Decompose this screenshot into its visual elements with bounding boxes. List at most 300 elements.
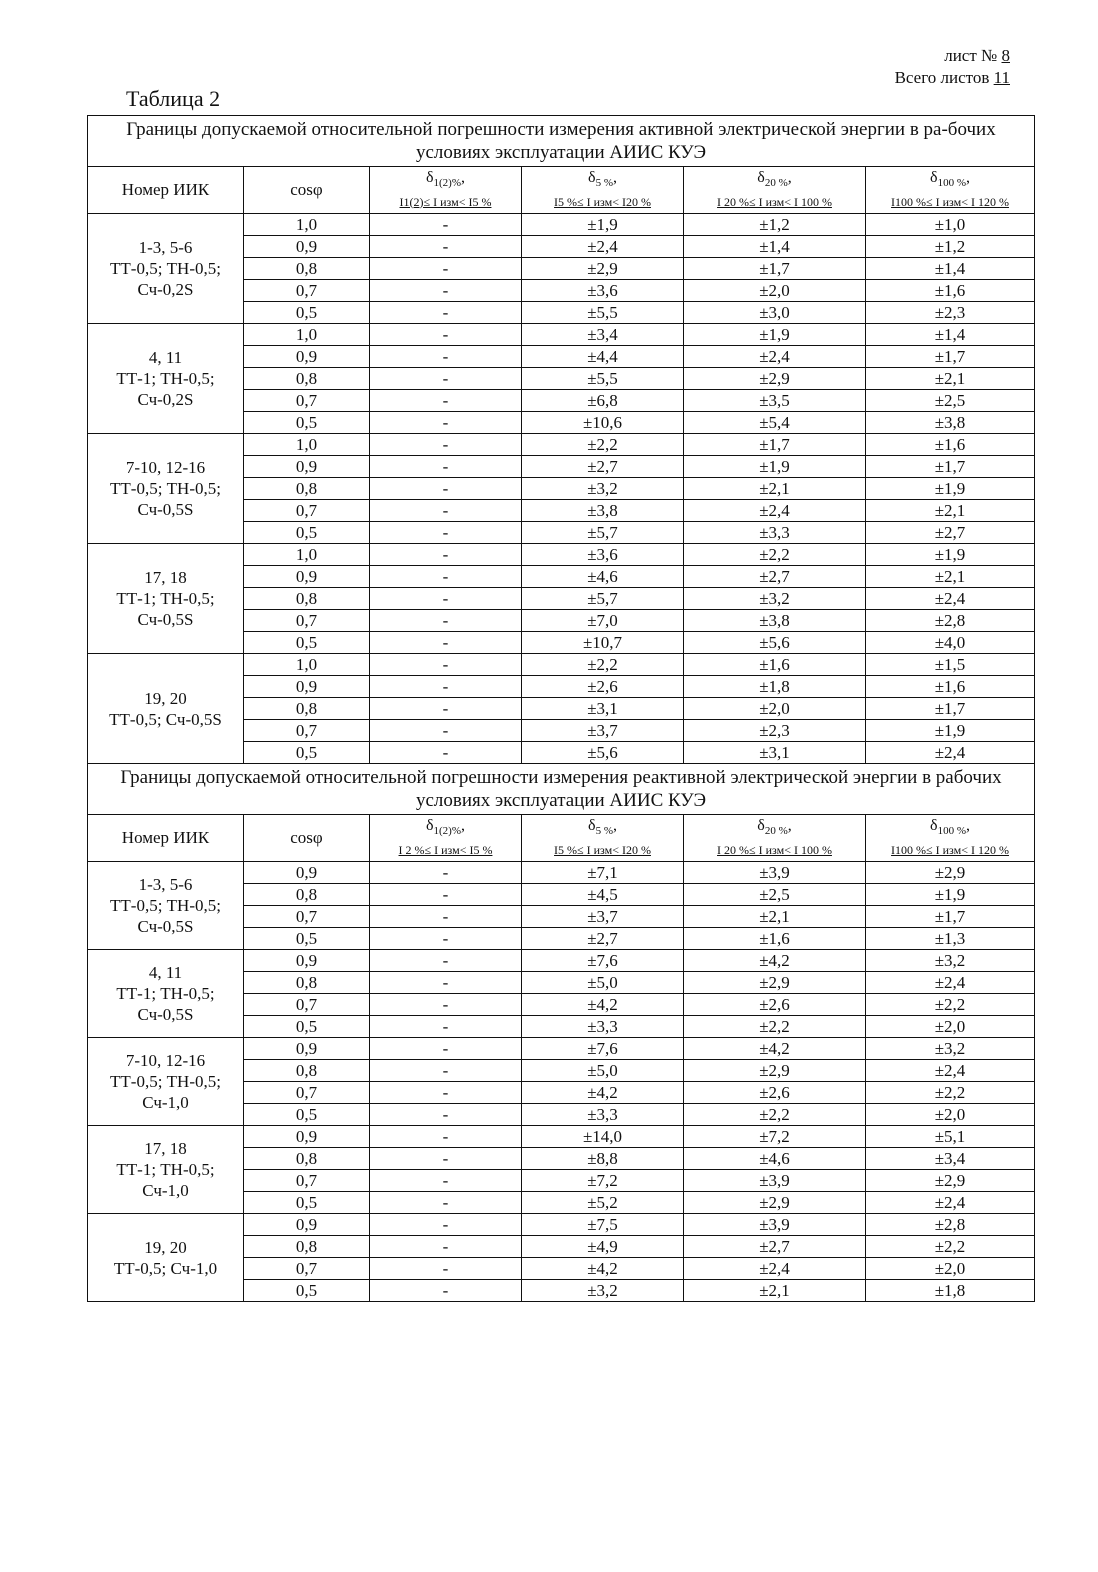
cos-phi-cell: 0,9 [244, 346, 370, 368]
delta-20-cell: ±2,1 [684, 478, 866, 500]
cos-phi-cell: 0,8 [244, 698, 370, 720]
delta-1-2-cell: - [370, 1104, 522, 1126]
table-row [88, 1214, 1035, 1236]
header-range: I100 %≤ I изм< I 120 % [891, 194, 1009, 209]
delta-100-cell: ±1,6 [866, 676, 1035, 698]
delta-1-2-cell: - [370, 632, 522, 654]
delta-100-cell: ±2,4 [866, 1060, 1035, 1082]
iik-line: 19, 20 [144, 1237, 187, 1257]
delta-5-cell: ±4,9 [522, 1236, 684, 1258]
delta-1-2-cell: - [370, 1258, 522, 1280]
column-header [370, 167, 522, 214]
delta-100-cell: ±1,6 [866, 280, 1035, 302]
delta-1-2-cell: - [370, 500, 522, 522]
delta-100-cell: ±2,0 [866, 1258, 1035, 1280]
delta-100-cell: ±1,7 [866, 698, 1035, 720]
delta-20-cell: ±3,1 [684, 742, 866, 764]
delta-5-cell: ±10,7 [522, 632, 684, 654]
iik-line: ТТ-0,5; Сч-1,0 [113, 1258, 218, 1278]
delta-100-cell: ±2,2 [866, 1082, 1035, 1104]
header-delta: $\delta_{20 \%}$, [757, 817, 792, 838]
cos-phi-cell: 0,5 [244, 1016, 370, 1038]
table-caption: Таблица 2 [126, 86, 221, 111]
delta-20-cell: ±4,6 [684, 1148, 866, 1170]
iik-line: 7-10, 12-16 [125, 1051, 206, 1070]
cos-phi-cell: 0,5 [244, 632, 370, 654]
cos-phi-cell: 0,7 [244, 390, 370, 412]
delta-20-cell: ±2,2 [684, 1104, 866, 1126]
section-title-row [88, 116, 1035, 167]
iik-line: Сч-0,5S [137, 610, 194, 629]
delta-5-cell: ±3,3 [522, 1016, 684, 1038]
delta-5-cell: ±4,2 [522, 1258, 684, 1280]
delta-5-cell: ±2,7 [522, 456, 684, 478]
delta-20-cell: ±2,9 [684, 368, 866, 390]
table-row [88, 1126, 1035, 1148]
delta-5-cell: ±5,2 [522, 1192, 684, 1214]
delta-5-cell: ±4,5 [522, 884, 684, 906]
delta-20-cell: ±2,4 [684, 1258, 866, 1280]
column-header: cosφ [244, 815, 370, 862]
delta-20-cell: ±2,1 [684, 1280, 866, 1302]
delta-20-cell: ±1,7 [684, 258, 866, 280]
delta-1-2-cell: - [370, 1038, 522, 1060]
delta-5-cell: ±14,0 [522, 1126, 684, 1148]
delta-20-cell: ±2,2 [684, 1016, 866, 1038]
delta-5-cell: ±4,6 [522, 566, 684, 588]
delta-1-2-cell: - [370, 236, 522, 258]
cos-phi-cell: 0,8 [244, 884, 370, 906]
cos-phi-cell: 1,0 [244, 654, 370, 676]
delta-5-cell: ±3,6 [522, 544, 684, 566]
delta-1-2-cell: - [370, 654, 522, 676]
column-header [866, 167, 1035, 214]
cos-phi-cell: 0,7 [244, 906, 370, 928]
delta-1-2-cell: - [370, 346, 522, 368]
column-header: Номер ИИК [88, 815, 244, 862]
cos-phi-cell: 0,9 [244, 566, 370, 588]
delta-5-cell: ±3,6 [522, 280, 684, 302]
delta-100-cell: ±1,4 [866, 258, 1035, 280]
delta-5-cell: ±2,4 [522, 236, 684, 258]
column-header: cosφ [244, 167, 370, 214]
cos-phi-cell: 0,5 [244, 1104, 370, 1126]
column-header-row [88, 167, 1035, 214]
delta-20-cell: ±2,1 [684, 906, 866, 928]
delta-5-cell: ±5,5 [522, 302, 684, 324]
header-delta: $\delta_{100 \%}$, [930, 169, 970, 190]
delta-1-2-cell: - [370, 434, 522, 456]
delta-100-cell: ±2,8 [866, 1214, 1035, 1236]
iik-line: 19, 20 [144, 688, 187, 708]
delta-1-2-cell: - [370, 280, 522, 302]
delta-5-cell: ±2,7 [522, 928, 684, 950]
delta-20-cell: ±1,6 [684, 654, 866, 676]
delta-20-cell: ±2,3 [684, 720, 866, 742]
cos-phi-cell: 0,5 [244, 1192, 370, 1214]
delta-5-cell: ±7,2 [522, 1170, 684, 1192]
delta-1-2-cell: - [370, 566, 522, 588]
iik-line: Сч-1,0 [142, 1093, 189, 1112]
sheet-total-label: Всего листов [894, 68, 990, 87]
delta-100-cell: ±2,9 [866, 862, 1035, 884]
delta-20-cell: ±3,2 [684, 588, 866, 610]
delta-100-cell: ±2,3 [866, 302, 1035, 324]
delta-100-cell: ±1,7 [866, 346, 1035, 368]
iik-line: Сч-0,5S [137, 917, 194, 936]
delta-20-cell: ±2,0 [684, 280, 866, 302]
iik-cell [88, 324, 244, 434]
iik-cell [88, 214, 244, 324]
delta-5-cell: ±4,2 [522, 1082, 684, 1104]
delta-100-cell: ±1,5 [866, 654, 1035, 676]
section-title: Границы допускаемой относительной погрешности измерения активной электрической энергии в ра-бочих условиях эксплуатации АИИС КУЭ [88, 116, 1035, 167]
delta-5-cell: ±1,9 [522, 214, 684, 236]
cos-phi-cell: 0,9 [244, 676, 370, 698]
delta-100-cell: ±2,4 [866, 588, 1035, 610]
cos-phi-cell: 0,5 [244, 412, 370, 434]
delta-100-cell: ±2,2 [866, 994, 1035, 1016]
iik-line: ТТ-1; ТН-0,5; [116, 984, 215, 1003]
sheet-number-value: 8 [1001, 46, 1010, 65]
delta-100-cell: ±5,1 [866, 1126, 1035, 1148]
column-header-row [88, 815, 1035, 862]
delta-1-2-cell: - [370, 412, 522, 434]
header-range: I 20 %≤ I изм< I 100 % [717, 842, 832, 857]
delta-1-2-cell: - [370, 1148, 522, 1170]
delta-20-cell: ±2,9 [684, 972, 866, 994]
delta-20-cell: ±4,2 [684, 1038, 866, 1060]
delta-100-cell: ±2,0 [866, 1104, 1035, 1126]
delta-100-cell: ±1,3 [866, 928, 1035, 950]
delta-100-cell: ±2,5 [866, 390, 1035, 412]
delta-20-cell: ±1,8 [684, 676, 866, 698]
section-title-row [88, 764, 1035, 815]
delta-100-cell: ±3,2 [866, 950, 1035, 972]
delta-1-2-cell: - [370, 456, 522, 478]
table-row [88, 654, 1035, 676]
header-delta: $\delta_{1(2)\%}$, [425, 817, 466, 838]
iik-line: Сч-1,0 [142, 1181, 189, 1200]
delta-5-cell: ±5,7 [522, 522, 684, 544]
iik-cell [88, 1038, 244, 1126]
cos-phi-cell: 0,7 [244, 994, 370, 1016]
delta-20-cell: ±3,0 [684, 302, 866, 324]
delta-100-cell: ±2,1 [866, 368, 1035, 390]
delta-20-cell: ±2,9 [684, 1060, 866, 1082]
delta-1-2-cell: - [370, 972, 522, 994]
error-limits-table [87, 115, 1035, 1302]
delta-100-cell: ±1,4 [866, 324, 1035, 346]
iik-cell [88, 1214, 244, 1302]
delta-100-cell: ±2,1 [866, 500, 1035, 522]
delta-5-cell: ±5,7 [522, 588, 684, 610]
cos-phi-cell: 0,5 [244, 1280, 370, 1302]
delta-5-cell: ±5,5 [522, 368, 684, 390]
sheet-total-value: 11 [993, 68, 1010, 87]
delta-1-2-cell: - [370, 1236, 522, 1258]
iik-line: 17, 18 [144, 568, 187, 587]
cos-phi-cell: 0,9 [244, 1126, 370, 1148]
table-row [88, 214, 1035, 236]
iik-line: ТТ-0,5; ТН-0,5; [110, 896, 221, 915]
delta-1-2-cell: - [370, 1170, 522, 1192]
delta-20-cell: ±3,3 [684, 522, 866, 544]
delta-5-cell: ±3,2 [522, 1280, 684, 1302]
iik-line: ТТ-1; ТН-0,5; [116, 589, 215, 608]
delta-1-2-cell: - [370, 478, 522, 500]
cos-phi-cell: 0,7 [244, 1258, 370, 1280]
sheet-number [944, 46, 1010, 66]
cos-phi-cell: 0,8 [244, 258, 370, 280]
iik-line: 4, 11 [148, 963, 183, 982]
cos-phi-cell: 0,9 [244, 1038, 370, 1060]
delta-5-cell: ±2,2 [522, 654, 684, 676]
delta-5-cell: ±5,6 [522, 742, 684, 764]
sheet-number-label: лист № [944, 46, 998, 65]
delta-5-cell: ±2,6 [522, 676, 684, 698]
delta-1-2-cell: - [370, 324, 522, 346]
delta-20-cell: ±3,5 [684, 390, 866, 412]
sheet-total [895, 68, 1010, 88]
delta-20-cell: ±3,8 [684, 610, 866, 632]
delta-100-cell: ±2,7 [866, 522, 1035, 544]
delta-1-2-cell: - [370, 862, 522, 884]
delta-20-cell: ±1,9 [684, 456, 866, 478]
cos-phi-cell: 0,5 [244, 302, 370, 324]
iik-line: 4, 11 [148, 348, 183, 367]
delta-20-cell: ±2,7 [684, 566, 866, 588]
header-range: I5 %≤ I изм< I20 % [554, 194, 651, 209]
delta-100-cell: ±1,7 [866, 456, 1035, 478]
delta-5-cell: ±7,1 [522, 862, 684, 884]
iik-line: ТТ-1; ТН-0,5; [116, 369, 215, 388]
iik-line: ТТ-0,5; Сч-0,5S [109, 709, 222, 729]
header-delta: $\delta_{20 \%}$, [757, 169, 792, 190]
delta-100-cell: ±1,9 [866, 884, 1035, 906]
delta-1-2-cell: - [370, 588, 522, 610]
delta-1-2-cell: - [370, 720, 522, 742]
delta-1-2-cell: - [370, 928, 522, 950]
delta-1-2-cell: - [370, 214, 522, 236]
delta-100-cell: ±3,2 [866, 1038, 1035, 1060]
column-header [522, 167, 684, 214]
delta-5-cell: ±3,4 [522, 324, 684, 346]
cos-phi-cell: 1,0 [244, 544, 370, 566]
iik-cell [88, 1126, 244, 1214]
iik-line: Сч-0,2S [137, 280, 194, 299]
cos-phi-cell: 0,8 [244, 368, 370, 390]
iik-line: ТТ-0,5; ТН-0,5; [110, 259, 221, 278]
delta-1-2-cell: - [370, 390, 522, 412]
delta-5-cell: ±7,5 [522, 1214, 684, 1236]
cos-phi-cell: 0,7 [244, 720, 370, 742]
cos-phi-cell: 1,0 [244, 434, 370, 456]
delta-5-cell: ±6,8 [522, 390, 684, 412]
header-range: I 2 %≤ I изм< I5 % [398, 842, 493, 857]
delta-20-cell: ±2,0 [684, 698, 866, 720]
cos-phi-cell: 0,7 [244, 280, 370, 302]
delta-5-cell: ±5,0 [522, 1060, 684, 1082]
delta-20-cell: ±2,2 [684, 544, 866, 566]
delta-100-cell: ±1,2 [866, 236, 1035, 258]
cos-phi-cell: 0,5 [244, 522, 370, 544]
cos-phi-cell: 0,9 [244, 950, 370, 972]
delta-100-cell: ±2,1 [866, 566, 1035, 588]
delta-100-cell: ±4,0 [866, 632, 1035, 654]
delta-100-cell: ±1,9 [866, 478, 1035, 500]
table-row [88, 950, 1035, 972]
delta-5-cell: ±3,3 [522, 1104, 684, 1126]
cos-phi-cell: 0,9 [244, 862, 370, 884]
delta-20-cell: ±1,6 [684, 928, 866, 950]
header-delta: $\delta_{100 \%}$, [930, 817, 970, 838]
delta-1-2-cell: - [370, 1016, 522, 1038]
iik-cell [88, 544, 244, 654]
cos-phi-cell: 0,8 [244, 972, 370, 994]
cos-phi-cell: 0,7 [244, 500, 370, 522]
header-range: I5 %≤ I изм< I20 % [554, 842, 651, 857]
delta-100-cell: ±1,9 [866, 544, 1035, 566]
delta-1-2-cell: - [370, 522, 522, 544]
delta-20-cell: ±1,7 [684, 434, 866, 456]
cos-phi-cell: 0,9 [244, 1214, 370, 1236]
header-range: I1(2)≤ I изм< I5 % [399, 194, 492, 209]
column-header [370, 815, 522, 862]
table-row [88, 544, 1035, 566]
delta-100-cell: ±1,0 [866, 214, 1035, 236]
delta-1-2-cell: - [370, 368, 522, 390]
cos-phi-cell: 0,8 [244, 1236, 370, 1258]
delta-20-cell: ±5,6 [684, 632, 866, 654]
delta-100-cell: ±2,4 [866, 742, 1035, 764]
iik-line: 17, 18 [144, 1139, 187, 1158]
delta-1-2-cell: - [370, 1214, 522, 1236]
delta-100-cell: ±2,0 [866, 1016, 1035, 1038]
iik-cell [88, 950, 244, 1038]
delta-1-2-cell: - [370, 302, 522, 324]
delta-20-cell: ±1,4 [684, 236, 866, 258]
cos-phi-cell: 0,5 [244, 742, 370, 764]
iik-line: 7-10, 12-16 [125, 458, 206, 477]
delta-100-cell: ±3,8 [866, 412, 1035, 434]
delta-5-cell: ±10,6 [522, 412, 684, 434]
cos-phi-cell: 0,9 [244, 456, 370, 478]
delta-1-2-cell: - [370, 950, 522, 972]
column-header [684, 815, 866, 862]
cos-phi-cell: 1,0 [244, 214, 370, 236]
delta-100-cell: ±2,2 [866, 1236, 1035, 1258]
delta-20-cell: ±3,9 [684, 1170, 866, 1192]
cos-phi-cell: 0,8 [244, 1060, 370, 1082]
delta-20-cell: ±2,5 [684, 884, 866, 906]
delta-20-cell: ±3,9 [684, 862, 866, 884]
header-delta: $\delta_{5 \%}$, [588, 817, 617, 838]
delta-5-cell: ±3,7 [522, 906, 684, 928]
iik-line: Сч-0,5S [137, 500, 194, 519]
delta-20-cell: ±2,6 [684, 994, 866, 1016]
delta-100-cell: ±1,8 [866, 1280, 1035, 1302]
column-header [522, 815, 684, 862]
delta-1-2-cell: - [370, 1126, 522, 1148]
delta-1-2-cell: - [370, 906, 522, 928]
delta-20-cell: ±2,4 [684, 500, 866, 522]
section-title: Границы допускаемой относительной погрешности измерения реактивной электрической энергии в рабочих условиях эксплуатации АИИС КУЭ [88, 764, 1035, 815]
cos-phi-cell: 0,7 [244, 610, 370, 632]
cos-phi-cell: 0,5 [244, 928, 370, 950]
delta-1-2-cell: - [370, 610, 522, 632]
cos-phi-cell: 0,8 [244, 1148, 370, 1170]
column-header [866, 815, 1035, 862]
iik-cell [88, 654, 244, 764]
delta-1-2-cell: - [370, 884, 522, 906]
cos-phi-cell: 0,7 [244, 1170, 370, 1192]
delta-1-2-cell: - [370, 742, 522, 764]
delta-100-cell: ±1,7 [866, 906, 1035, 928]
iik-line: Сч-0,5S [137, 1005, 194, 1024]
cos-phi-cell: 0,9 [244, 236, 370, 258]
delta-5-cell: ±7,6 [522, 1038, 684, 1060]
delta-1-2-cell: - [370, 1280, 522, 1302]
delta-5-cell: ±3,1 [522, 698, 684, 720]
delta-100-cell: ±2,4 [866, 972, 1035, 994]
iik-cell [88, 862, 244, 950]
table-row [88, 434, 1035, 456]
iik-line: ТТ-0,5; ТН-0,5; [110, 479, 221, 498]
iik-line: Сч-0,2S [137, 390, 194, 409]
delta-20-cell: ±2,6 [684, 1082, 866, 1104]
delta-1-2-cell: - [370, 676, 522, 698]
cos-phi-cell: 0,8 [244, 588, 370, 610]
header-delta: $\delta_{1(2)\%}$, [425, 169, 466, 190]
delta-1-2-cell: - [370, 1082, 522, 1104]
delta-5-cell: ±3,7 [522, 720, 684, 742]
delta-100-cell: ±3,4 [866, 1148, 1035, 1170]
delta-5-cell: ±7,0 [522, 610, 684, 632]
delta-1-2-cell: - [370, 1060, 522, 1082]
cos-phi-cell: 0,7 [244, 1082, 370, 1104]
delta-1-2-cell: - [370, 1192, 522, 1214]
iik-cell [88, 434, 244, 544]
cos-phi-cell: 0,8 [244, 478, 370, 500]
delta-5-cell: ±5,0 [522, 972, 684, 994]
column-header [684, 167, 866, 214]
cos-phi-cell: 1,0 [244, 324, 370, 346]
delta-20-cell: ±5,4 [684, 412, 866, 434]
delta-100-cell: ±2,9 [866, 1170, 1035, 1192]
delta-5-cell: ±3,8 [522, 500, 684, 522]
delta-20-cell: ±7,2 [684, 1126, 866, 1148]
delta-20-cell: ±1,9 [684, 324, 866, 346]
delta-5-cell: ±8,8 [522, 1148, 684, 1170]
column-header: Номер ИИК [88, 167, 244, 214]
delta-100-cell: ±2,4 [866, 1192, 1035, 1214]
delta-5-cell: ±4,2 [522, 994, 684, 1016]
delta-20-cell: ±2,4 [684, 346, 866, 368]
iik-line: ТТ-1; ТН-0,5; [116, 1160, 215, 1179]
table-row [88, 1038, 1035, 1060]
delta-1-2-cell: - [370, 544, 522, 566]
delta-5-cell: ±2,9 [522, 258, 684, 280]
header-delta: $\delta_{5 \%}$, [588, 169, 617, 190]
delta-20-cell: ±3,9 [684, 1214, 866, 1236]
delta-5-cell: ±4,4 [522, 346, 684, 368]
table-row [88, 324, 1035, 346]
delta-20-cell: ±2,9 [684, 1192, 866, 1214]
delta-100-cell: ±1,6 [866, 434, 1035, 456]
header-range: I100 %≤ I изм< I 120 % [891, 842, 1009, 857]
iik-line: 1-3, 5-6 [138, 875, 193, 894]
